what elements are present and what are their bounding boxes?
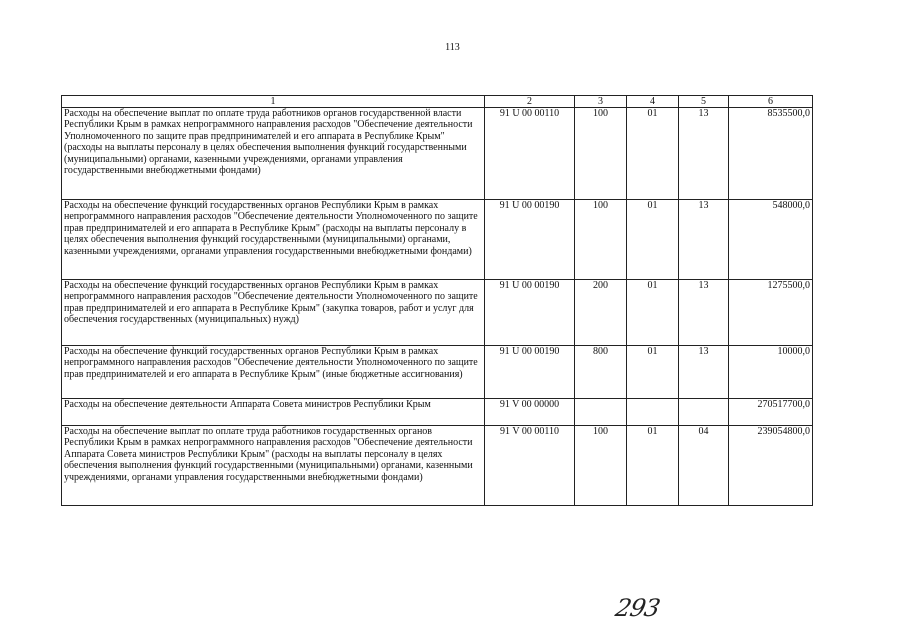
row-description: Расходы на обеспечение функций государственных органов Республики Крым в рамках непрограммного направления расходов "Обеспечение деятельности Уполномоченного по защите прав предпринимателей и его аппарата в Республике Крым" (закупка товаров, работ и услуг для обеспечения государственных (муниципальных) нужд) bbox=[62, 280, 485, 346]
budget-table bbox=[61, 95, 813, 506]
row-section: 01 bbox=[627, 346, 679, 399]
row-code: 91 V 00 00110 bbox=[485, 426, 575, 506]
row-amount: 10000,0 bbox=[729, 346, 813, 399]
column-header: 3 bbox=[575, 96, 627, 108]
row-description: Расходы на обеспечение функций государственных органов Республики Крым в рамках непрограммного направления расходов "Обеспечение деятельности Уполномоченного по защите прав предпринимателей и его аппарата в Республике Крым" (иные бюджетные ассигнования) bbox=[62, 346, 485, 399]
table-row bbox=[62, 280, 813, 346]
row-amount: 8535500,0 bbox=[729, 108, 813, 200]
row-subsection: 13 bbox=[679, 200, 729, 280]
handwritten-page-number: 293 bbox=[613, 594, 662, 622]
column-header: 5 bbox=[679, 96, 729, 108]
row-subsection: 13 bbox=[679, 280, 729, 346]
row-expense-type: 100 bbox=[575, 200, 627, 280]
row-code: 91 U 00 00110 bbox=[485, 108, 575, 200]
row-description: Расходы на обеспечение функций государственных органов Республики Крым в рамках непрограммного направления расходов "Обеспечение деятельности Уполномоченного по защите прав предпринимателей и его аппарата в Республике Крым" (расходы на выплаты персоналу в целях обеспечения выполнения функций государственными (муниципальными) органами, казенными учреждениями, органами управления государственными внебюджетными фондами) bbox=[62, 200, 485, 280]
table-row bbox=[62, 426, 813, 506]
row-expense-type bbox=[575, 399, 627, 426]
row-amount: 1275500,0 bbox=[729, 280, 813, 346]
column-header: 4 bbox=[627, 96, 679, 108]
column-header: 1 bbox=[62, 96, 485, 108]
row-expense-type: 100 bbox=[575, 426, 627, 506]
table-row bbox=[62, 399, 813, 426]
row-amount: 239054800,0 bbox=[729, 426, 813, 506]
row-amount: 548000,0 bbox=[729, 200, 813, 280]
row-section bbox=[627, 399, 679, 426]
column-header: 2 bbox=[485, 96, 575, 108]
table-row bbox=[62, 108, 813, 200]
row-section: 01 bbox=[627, 200, 679, 280]
row-subsection bbox=[679, 399, 729, 426]
table-row bbox=[62, 346, 813, 399]
row-description: Расходы на обеспечение выплат по оплате труда работников государственных органов Республики Крым в рамках непрограммного направления расходов "Обеспечение деятельности Аппарата Совета министров Республики Крым" (расходы на выплаты персоналу в целях обеспечения выполнения функций государственными (муниципальными) органами, казенными учреждениями, органами управления государственными внебюджетными фондами) bbox=[62, 426, 485, 506]
page-number: 113 bbox=[445, 42, 460, 53]
table-header-row bbox=[62, 96, 813, 108]
row-description: Расходы на обеспечение деятельности Аппарата Совета министров Республики Крым bbox=[62, 399, 485, 426]
column-header: 6 bbox=[729, 96, 813, 108]
row-code: 91 U 00 00190 bbox=[485, 280, 575, 346]
row-code: 91 V 00 00000 bbox=[485, 399, 575, 426]
row-expense-type: 800 bbox=[575, 346, 627, 399]
row-subsection: 04 bbox=[679, 426, 729, 506]
row-expense-type: 100 bbox=[575, 108, 627, 200]
row-section: 01 bbox=[627, 426, 679, 506]
row-section: 01 bbox=[627, 108, 679, 200]
row-description: Расходы на обеспечение выплат по оплате труда работников органов государственной власти Республики Крым в рамках непрограммного направления расходов "Обеспечение деятельности Уполномоченного по защите прав предпринимателей и его аппарата в Республике Крым" (расходы на выплаты персоналу в целях обеспечения выполнения функций государственными (муниципальными) органами, казенными учреждениями, органами управления государственными внебюджетными фондами) bbox=[62, 108, 485, 200]
row-code: 91 U 00 00190 bbox=[485, 346, 575, 399]
row-code: 91 U 00 00190 bbox=[485, 200, 575, 280]
table-row bbox=[62, 200, 813, 280]
row-subsection: 13 bbox=[679, 346, 729, 399]
row-section: 01 bbox=[627, 280, 679, 346]
row-subsection: 13 bbox=[679, 108, 729, 200]
row-expense-type: 200 bbox=[575, 280, 627, 346]
row-amount: 270517700,0 bbox=[729, 399, 813, 426]
